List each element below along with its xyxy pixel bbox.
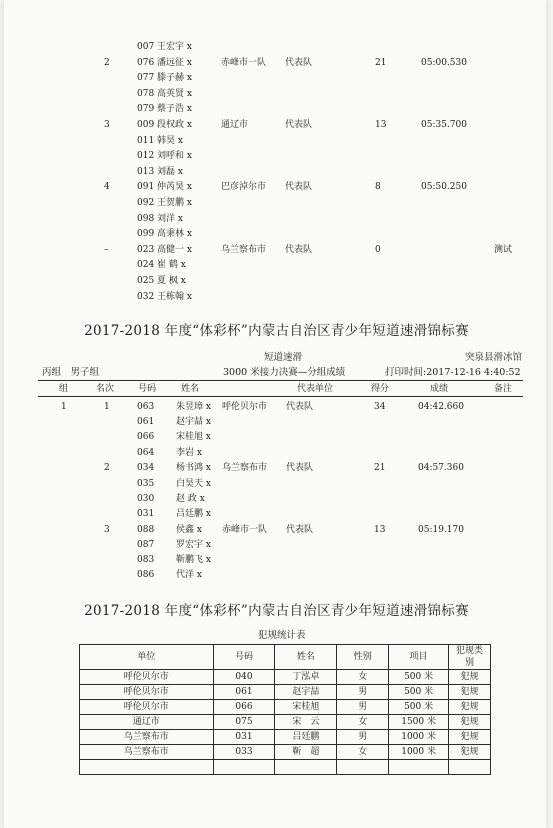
top-unit: 通辽市: [221, 120, 249, 130]
member-name: 吕廷鹏 x: [176, 509, 211, 519]
cell-type: 犯规: [449, 670, 491, 685]
top-member: 078 高英贤 x: [137, 88, 192, 99]
cell-type: 犯规: [449, 700, 491, 715]
cell-number: 061: [213, 685, 275, 700]
top-team: 代表队: [285, 57, 313, 68]
top-member: 013 刘磊 x: [137, 166, 183, 177]
cell-gender: 女: [337, 670, 389, 685]
violation-title: 2017-2018 年度“体彩杯”内蒙古自治区青少年短道速滑锦标赛: [84, 603, 469, 619]
team-unit: 乌兰察布市: [222, 463, 268, 474]
member-name: 李岩 x: [176, 447, 202, 458]
col-header-number: 号码: [138, 384, 157, 394]
member-number: 064: [137, 447, 155, 458]
col-header-unit: 代表单位: [297, 384, 334, 394]
col-header-rank: 名次: [96, 384, 115, 394]
top-rank: 2: [104, 57, 110, 68]
cell-type: 犯规: [449, 685, 491, 700]
col-header-time: 成绩: [430, 384, 449, 394]
violation-row: [80, 700, 491, 715]
team-label: 代表队: [286, 463, 314, 474]
cell-type: 犯规: [449, 730, 491, 745]
top-member: 025 夏 枫 x: [137, 276, 186, 286]
header-rule-top: [38, 380, 523, 381]
member-number: 087: [137, 540, 155, 550]
member-name: 侯鑫 x: [176, 524, 202, 535]
top-member: 098 刘洋 x: [137, 213, 183, 224]
member-number: 031: [137, 509, 155, 519]
violation-row: [80, 730, 491, 745]
top-member: 012 刘呼和 x: [137, 151, 192, 162]
cell-name: 靳 超: [275, 745, 337, 760]
top-member: 077 滕子赫 x: [137, 73, 192, 84]
cell-number: 031: [213, 730, 275, 745]
cell-event: 500 米: [389, 670, 449, 685]
team-unit: 呼伦贝尔市: [222, 402, 268, 412]
violation-row: [80, 715, 491, 730]
team-score: 13: [374, 524, 386, 535]
cell-unit: 通辽市: [80, 715, 214, 730]
col-header-score: 得分: [371, 384, 390, 394]
violation-table: [79, 644, 491, 775]
cell-unit: [80, 760, 214, 775]
cell-gender: 男: [337, 700, 389, 715]
top-member: 023 高健一 x: [137, 244, 192, 255]
cell-gender: [337, 760, 389, 775]
team-time: 04:57.360: [418, 463, 464, 474]
team-unit: 赤峰市一队: [222, 524, 268, 535]
col-header-name: 姓名: [181, 384, 200, 394]
cell-gender: 男: [337, 685, 389, 700]
cell-event: 1000 米: [389, 745, 449, 760]
top-time: 05:50.250: [421, 182, 467, 193]
top-member: 032 王栋翰 x: [137, 291, 192, 302]
cell-number: 075: [213, 715, 275, 730]
member-number: 086: [137, 570, 155, 581]
top-member: 099 高秉林 x: [137, 229, 192, 240]
team-label: 代表队: [286, 402, 314, 412]
top-member: 011 韩昊 x: [137, 135, 183, 146]
cell-unit: 乌兰察布市: [80, 745, 214, 760]
team-score: 21: [374, 463, 386, 474]
col-header-group: 组: [59, 384, 69, 394]
top-rank: 4: [104, 182, 110, 193]
top-score: 0: [375, 244, 381, 255]
top-team: 代表队: [285, 182, 313, 193]
team-time: 04:42.660: [418, 402, 464, 412]
cell-gender: 女: [337, 745, 389, 760]
top-score: 13: [375, 120, 387, 130]
top-member: 092 王贺鹏 x: [137, 198, 192, 208]
cell-unit: 呼伦贝尔市: [80, 700, 214, 715]
member-name: 罗宏宇 x: [176, 540, 211, 550]
top-member: 079 蔡子浩 x: [137, 104, 192, 115]
violation-col-unit: 单位: [80, 645, 214, 670]
member-name: 赵宇喆 x: [176, 417, 211, 428]
top-team: 代表队: [285, 244, 313, 255]
top-unit: 乌兰察布市: [221, 244, 267, 255]
cell-number: 066: [213, 700, 275, 715]
cell-unit: 呼伦贝尔市: [80, 670, 214, 685]
cell-number: 040: [213, 670, 275, 685]
violation-row: [80, 745, 491, 760]
cell-number: [213, 760, 275, 775]
violation-col-gender: 性别: [337, 645, 389, 670]
member-name: 宋桂旭 x: [176, 432, 211, 443]
cell-name: [275, 760, 337, 775]
member-number: 061: [137, 417, 155, 428]
member-name: 赵 政 x: [176, 493, 205, 504]
top-member: 076 潘远征 x: [137, 57, 192, 68]
member-number: 035: [137, 478, 155, 489]
member-name: 朱昱璋 x: [176, 402, 211, 412]
round-label: 3000 米接力决赛—分组成绩: [223, 367, 346, 378]
top-note: 测试: [494, 244, 513, 255]
violation-subtitle: 犯规统计表: [258, 630, 306, 641]
member-name: 代洋 x: [176, 570, 202, 581]
cell-type: 犯规: [449, 745, 491, 760]
top-rank: –: [104, 244, 109, 255]
member-name: 杨书鸿 x: [176, 463, 211, 474]
member-number: 083: [137, 555, 155, 566]
top-time: 05:00.530: [421, 57, 467, 68]
print-time: 打印时间:2017-12-16 4:40:52: [385, 367, 521, 378]
violation-row: [80, 760, 491, 775]
cell-type: [449, 760, 491, 775]
violation-row: [80, 685, 491, 700]
member-number: 034: [137, 463, 155, 474]
results-title: 2017-2018 年度“体彩杯”内蒙古自治区青少年短道速滑锦标赛: [84, 323, 469, 339]
cell-number: 033: [213, 745, 275, 760]
venue-label: 突泉县滑冰馆: [465, 352, 523, 363]
cell-event: 1000 米: [389, 730, 449, 745]
team-rank: 1: [104, 402, 110, 412]
top-rank: 3: [104, 120, 110, 130]
top-member: 007 王宏宇 x: [137, 42, 192, 52]
team-rank: 2: [104, 463, 110, 474]
team-score: 34: [374, 402, 386, 412]
violation-col-number: 号码: [213, 645, 275, 670]
cell-event: [389, 760, 449, 775]
member-number: 066: [137, 432, 155, 443]
cell-name: 宋 云: [275, 715, 337, 730]
cell-name: 宋桂旭: [275, 700, 337, 715]
cell-event: 500 米: [389, 700, 449, 715]
cell-name: 丁泓卓: [275, 670, 337, 685]
member-name: 靳鹏飞 x: [176, 555, 211, 566]
violation-col-type: 犯规类别: [449, 645, 491, 670]
top-unit: 赤峰市一队: [221, 57, 267, 68]
group-label: 丙组 男子组: [42, 367, 100, 378]
team-rank: 3: [104, 524, 110, 535]
member-number: 063: [137, 402, 155, 412]
top-score: 21: [375, 57, 387, 68]
top-member: 091 仲芮昊 x: [137, 182, 192, 193]
violation-header-row: [80, 645, 491, 670]
violation-row: [80, 670, 491, 685]
cell-gender: 男: [337, 730, 389, 745]
top-score: 8: [375, 182, 381, 193]
top-time: 05:35.700: [421, 120, 467, 130]
violation-col-event: 项目: [389, 645, 449, 670]
cell-gender: 女: [337, 715, 389, 730]
cell-type: 犯规: [449, 715, 491, 730]
member-number: 088: [137, 524, 155, 535]
event-label: 短道速滑: [264, 352, 303, 363]
member-name: 白昊天 x: [176, 478, 211, 489]
top-unit: 巴彦淖尔市: [221, 182, 267, 193]
col-header-note: 备注: [494, 384, 513, 394]
cell-event: 500 米: [389, 685, 449, 700]
cell-unit: 呼伦贝尔市: [80, 685, 214, 700]
team-time: 05:19.170: [418, 524, 464, 535]
cell-event: 1500 米: [389, 715, 449, 730]
team-label: 代表队: [286, 524, 314, 535]
group-number: 1: [61, 402, 67, 412]
top-member: 024 崔 鹤 x: [137, 260, 186, 271]
violation-col-name: 姓名: [275, 645, 337, 670]
header-rule-bottom: [38, 396, 523, 397]
top-team: 代表队: [285, 120, 313, 130]
cell-name: 赵宇喆: [275, 685, 337, 700]
cell-name: 吕廷鹏: [275, 730, 337, 745]
top-member: 009 段权政 x: [137, 120, 192, 130]
cell-unit: 乌兰察布市: [80, 730, 214, 745]
member-number: 030: [137, 493, 155, 504]
